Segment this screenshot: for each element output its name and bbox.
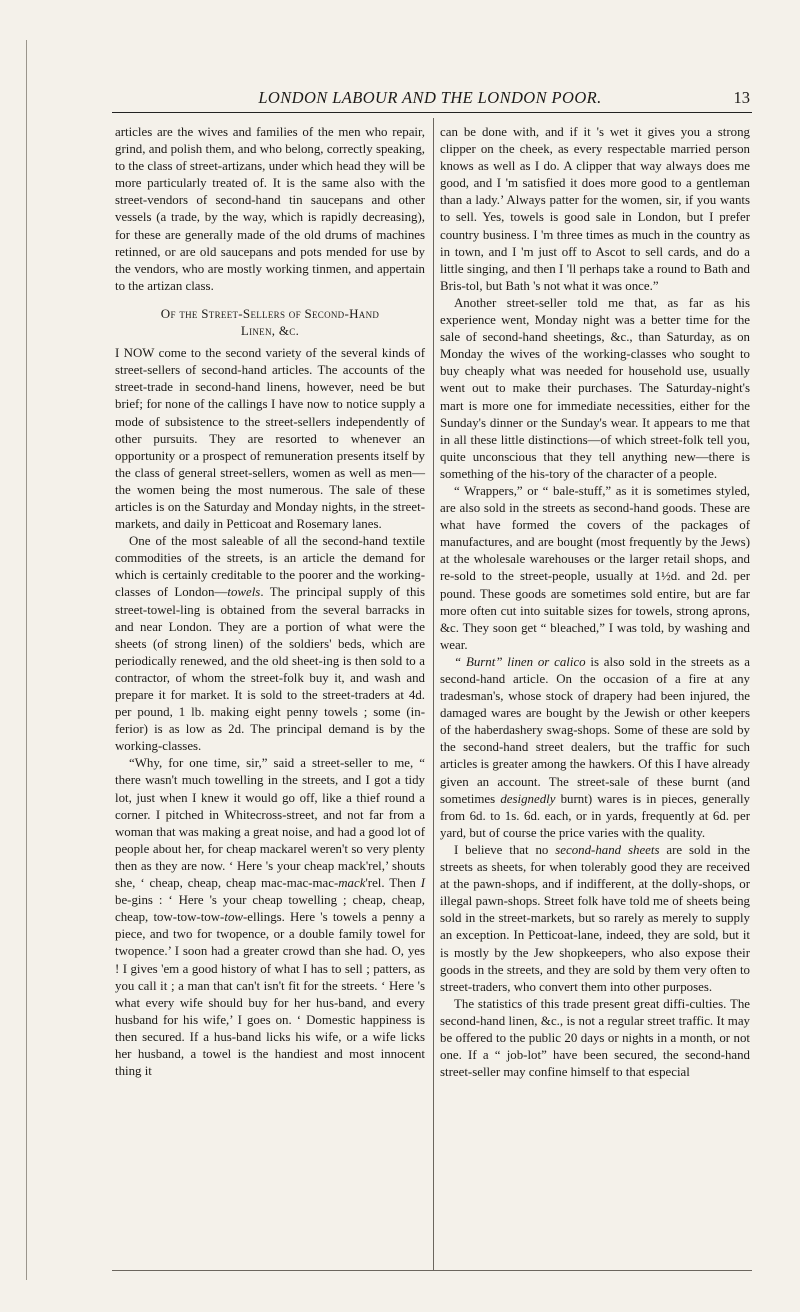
right-column	[440, 124, 750, 1081]
emphasis: I	[420, 876, 426, 891]
footer-rule	[112, 1270, 752, 1271]
running-title: LONDON LABOUR AND THE LONDON POOR.	[258, 88, 602, 107]
section-heading-line: Linen, &c.	[240, 323, 300, 339]
drop-words: I NOW	[115, 346, 155, 361]
paragraph-text: 'rel. Then	[365, 876, 421, 891]
section-heading	[115, 305, 425, 339]
paragraph-text: burnt) wares is in pieces, generally from 6d. to 1s. 6d. each, or in yards, frequently at 6d. per yard, but of course the price varies with the quality.	[440, 791, 750, 840]
left-column	[115, 124, 425, 1080]
paragraph-text: . The principal supply of this street-towel-ling is obtained from the several barracks in and near London. They are a portion of what were the sheets (of strong linen) of the soldiers' beds, which are periodically renewed, and the old sheet-ing is then sold to a contractor, of whom the street-folk buy it, and wash and prepare it for market. It is sold to the street-traders at 4d. per pound, 1 lb. making eight penny towels ; some (in-ferior) is as low as 2d. The principal demand is by the working-classes.	[115, 585, 425, 754]
paragraph-text: are sold in the streets as sheets, for when tolerably good they are received at the pawn-shops, and if indifferent, at the dolly-shops, or illegal pawn-shops. Street folk have told me of sheets being sold in the street-markets, but so rarely as merely to supply an exception. In Petticoat-lane, indeed, they are sold, but it is mostly by the Jew shopkeepers, who also expose their goods in the streets, and they are sold by them very often to street-traders, who convert them into other purposes.	[440, 842, 750, 994]
emphasis: designedly	[500, 791, 556, 806]
emphasis: mack	[338, 876, 366, 891]
emphasis: second-hand sheets	[555, 842, 660, 857]
paragraph: Another street-seller told me that, as far as his experience went, Monday night was a better time for the sale of second-hand sheetings, &c., than Saturday, as on Monday the wives of the working-classes who sought to buy cheaply what was needed for household use, usually went out to make their purchases. The Saturday-night's mart is more one for immediate necessities, either for the Sunday's dinner or the Sunday's wear. It appears to me that in all these little distinctions—of which street-folk tell you, quite unconscious that they tell anything new—there is something of the his-tory of the character of a people.	[440, 295, 750, 481]
paragraph	[115, 755, 425, 1080]
paragraph	[115, 345, 425, 533]
paragraph: articles are the wives and families of the men who repair, grind, and polish them, and who belong, correctly speaking, to the class of street-artizans, under which head they will be more particularly treated of. It is the same also with the street-vendors of second-hand tin saucepans and other vessels (a trade, by the way, which is rapidly decreasing), for these are generally made of the old drums of machines retinned, or are old saucepans and pots mended for use by the vendors, who are mostly working tinmen, and appertain to the artizan class.	[115, 125, 425, 293]
page-edge-line	[26, 40, 27, 1280]
page-number: 13	[733, 88, 750, 107]
emphasis: towels	[227, 585, 261, 600]
emphasis: tow	[224, 910, 243, 925]
paragraph-text: “Why, for one time, sir,” said a street-seller to me, “ there wasn't much towelling in the streets, and I got a tidy lot, just when I knew it would go off, like a thief round a corner. I pitched in Whitecross-street, and not far from a woman that was making a great noise, and had a good lot of people about her, for cheap mackarel weren't so very plenty then as they are now. ‘ Here 's your cheap mack'rel,’ shouts she, ‘ cheap, cheap, cheap mac-mac-mac-	[115, 756, 425, 891]
paragraph: The statistics of this trade present great diffi-culties. The second-hand linen, &c., is not a regular street traffic. It may be offered to the public 20 days or nights in a month, or not one. If a “ job-lot” have been secured, the second-hand street-seller may confine himself to that especial	[440, 996, 750, 1080]
paragraph-text: come to the second variety of the several kinds of street-sellers of second-hand articles. The accounts of the street-trade in second-hand linens, however, need be but brief; for none of the callings I have now to notice supply a mode of subsistence to the street-sellers independently of other pursuits. They are resorted to whenever an opportunity or a prospect of remuneration presents itself by the class of general street-sellers, women as well as men—the women being the most numerous. The sale of these articles is on the Saturday and Monday nights, in the street-markets, and daily in Petticoat and Rosemary lanes.	[115, 346, 425, 532]
paragraph: can be done with, and if it 's wet it gives you a strong clipper on the cheek, as every respectable married person knows as well as I do. A clipper that way always does me good, and I 'm satisfied it does more good to a gentleman than a lady.’ Always patter for the women, sir, if you wants to sell. Yes, towels is good sale in London, but I prefer country business. I 'm three times as much in the country as in town, and I 'm just off to Ascot to sell cards, and do a little singing, and then I 'll perhaps take a round to Bath and Bris-tol, but Bath 's not what it was once.”	[440, 125, 750, 293]
emphasis: “ Burnt” linen or calico	[454, 654, 586, 669]
paragraph	[440, 842, 750, 996]
section-heading-line: Of the Street-Sellers of Second-Hand	[160, 305, 380, 321]
page-header	[110, 88, 750, 112]
paragraph-text: is also sold in the streets as a second-hand article. On the occasion of a fire at any tradesman's, whose stock of drapery had been injured, the damaged wares are bought by the Jewish or other keepers of the haberdashery swag-shops. Some of these are sold by the second-hand street dealers, but the traffic for such articles is greater among the hawkers. Of this I have already given an account. The street-sale of these burnt (and sometimes	[440, 654, 750, 806]
paragraph: “ Wrappers,” or “ bale-stuff,” as it is sometimes styled, are also sold in the streets as second-hand goods. These are what have formed the covers of the packages of manufactures, and are bought (most frequently by the Jews) at the wholesale warehouses or the larger retail shops, and re-sold to the street-people, usually at 1½d. and 2d. per pound. These goods are sometimes sold entire, but are far more often cut into suitable sizes for towels, strong aprons, &c. They soon get “ bleached,” I was told, by washing and wear.	[440, 483, 750, 652]
paragraph-text: -ellings. Here 's towels a penny a piece, and two for twopence, or a double family towel for twopence.’ I soon had a greater crowd than she had. O, yes ! I gives 'em a good history of what I has to sell ; patters, as you call it ; a man that can't isn't fit for the streets. ‘ Here 's what every wife should buy for her hus-band, and every husband for his wife,’ I goes on. ‘ Domestic happiness is then secured. If a hus-band licks his wife, or a wife licks her husband, a towel is the handiest and most innocent thing it	[115, 910, 425, 1079]
paragraph	[115, 533, 425, 755]
paragraph-text: be-gins : ‘ Here 's your cheap towelling ; cheap, cheap, cheap, tow-tow-tow-	[115, 893, 425, 925]
paragraph-text: I believe that no	[454, 842, 556, 857]
paragraph-text: One of the most saleable of all the second-hand textile commodities of the streets, is an article the demand for which is certainly creditable to the poorer and the working-classes of London—	[115, 534, 425, 600]
header-rule	[112, 112, 752, 113]
paragraph	[440, 654, 750, 842]
column-divider	[433, 118, 434, 1270]
